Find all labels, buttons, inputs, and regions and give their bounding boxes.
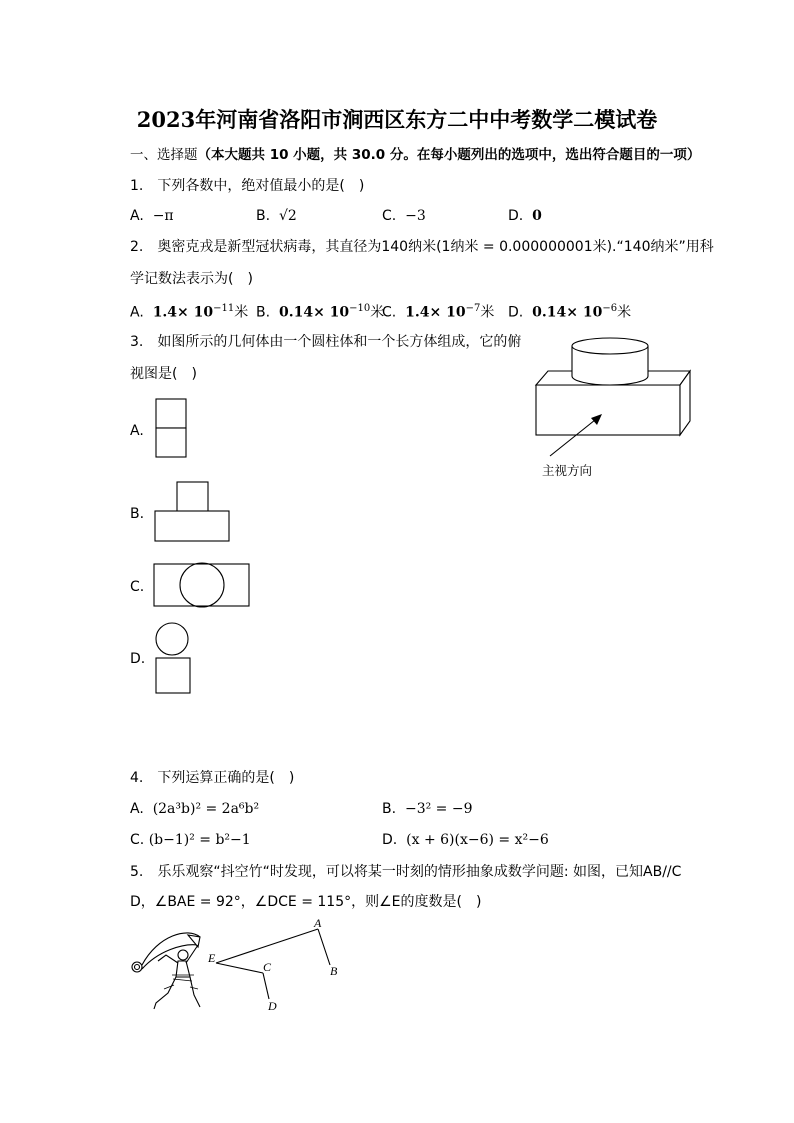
question-3-stem-line1: 3. 如图所示的几何体由一个圆柱体和一个长方体组成，它的俯 (130, 334, 522, 350)
option-b-top-rect (177, 482, 208, 512)
option-b-bottom-rect (155, 511, 229, 541)
segment-CD (263, 973, 269, 999)
performer-left-leg (154, 977, 176, 1009)
point-label-b: B (330, 964, 338, 978)
option-d-square (156, 658, 190, 693)
performer-right-leg (190, 977, 200, 1007)
point-label-c: C (263, 960, 272, 974)
performer-head (178, 950, 188, 960)
performer-left-arm (158, 955, 178, 963)
cylinder-top (572, 338, 648, 354)
q3-option-a-label[interactable]: A. (130, 423, 144, 439)
question-5-stem-line2: D，∠BAE = 92°，∠DCE = 115°，则∠E的度数是( ) (130, 894, 482, 910)
option-a-upper-rect (156, 399, 186, 428)
q2-option-a[interactable]: A. $1.4\times 10^{-11}$米 (130, 303, 249, 321)
q3-option-c-figure[interactable] (153, 561, 251, 609)
q1-option-a[interactable]: A. −π (130, 208, 174, 224)
question-5-stem-line1: 5. 乐乐观察“抖空竹“时发现，可以将某一时刻的情形抽象成数学问题: 如图，已知AB//C (130, 864, 682, 880)
q3-option-d-label[interactable]: D. (130, 651, 146, 667)
box-front-face (536, 385, 680, 435)
q3-option-d-figure[interactable] (154, 621, 194, 696)
segment-EC (216, 963, 263, 973)
section-label: 一、选择题 (130, 147, 198, 163)
diabolo-spool (132, 962, 142, 972)
q3-option-b-figure[interactable] (154, 481, 232, 543)
section-header (130, 146, 700, 164)
q1-option-d[interactable]: D. 0 (508, 208, 542, 224)
option-d-circle (156, 623, 188, 655)
point-label-a: A (314, 916, 322, 930)
question-4-stem: 4. 下列运算正确的是( ) (130, 770, 295, 786)
point-label-e: E (208, 951, 216, 965)
q2-option-b[interactable]: B. $0.14\times 10^{-10}$米 (256, 303, 385, 321)
q4-option-c[interactable]: C. (b−1)² = b²−1 (130, 832, 251, 848)
q1-option-b[interactable]: B. √2 (256, 208, 297, 224)
point-label-d: D (268, 999, 277, 1013)
segment-AB (318, 929, 330, 965)
q3-option-a-figure[interactable] (155, 398, 187, 460)
geometry-diagram (216, 929, 330, 999)
q4-option-b[interactable]: B. −3² = −9 (382, 801, 473, 817)
q3-option-c-label[interactable]: C. (130, 579, 145, 595)
performer-body (176, 961, 190, 977)
q3-option-b-label[interactable]: B. (130, 506, 145, 522)
q2-option-c[interactable]: C. $1.4\times 10^{-7}$米 (382, 303, 495, 321)
question-1-stem: 1. 下列各数中，绝对值最小的是( ) (130, 178, 365, 194)
q2-option-d[interactable]: D. $0.14\times 10^{-6}$米 (508, 303, 632, 321)
question-2-stem-line1: 2. 奥密克戎是新型冠状病毒，其直径为140纳米(1纳米 = 0.000000001米).“140纳米”用科 (130, 239, 714, 255)
q1-option-c[interactable]: C. −3 (382, 208, 426, 224)
option-c-circle (180, 563, 224, 607)
question-2-stem-line2: 学记数法表示为( ) (130, 271, 253, 287)
option-a-lower-rect (156, 428, 186, 457)
q4-option-d[interactable]: D. (x + 6)(x−6) = x²−6 (382, 832, 549, 848)
q5-diabolo-figure (128, 915, 358, 1020)
segment-EA (216, 929, 318, 963)
page-title: 2023年河南省洛阳市涧西区东方二中中考数学二模试卷 (136, 107, 658, 132)
q4-option-a[interactable]: A. (2a³b)² = 2a⁶b² (130, 801, 260, 817)
performer-illustration (132, 933, 200, 1009)
view-direction-caption: 主视方向 (542, 463, 593, 478)
question-3-stem-line2: 视图是( ) (130, 366, 197, 382)
section-note: （本大题共 10 小题，共 30.0 分。在每小题列出的选项中，选出符合题目的一项） (197, 147, 701, 163)
option-c-rect (154, 564, 249, 606)
